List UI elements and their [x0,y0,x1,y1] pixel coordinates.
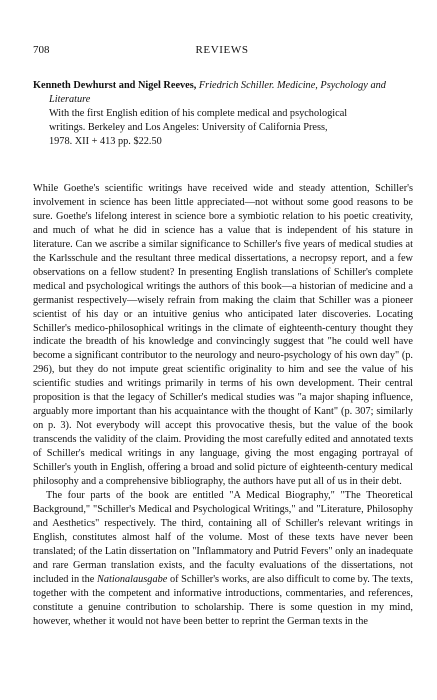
body-paragraph: While Goethe's scientific writings have received wide and steady attention, Schiller's involvement in science has been little appreciated—not without some good reasons to be sure. Goethe's lifelong interest in science bore a symbiotic relation to his poetic creativity, and much of what he did in science has a value that is independent of his stature in literature. Can we ascribe a similar significance to Schiller's five years of medical studies at the Karlsschule and the resultant three medical dissertations, a necropsy report, and a few observations on a fellow student? In presenting English translations of Schiller's complete medical and psychological writings the authors of this book—a historian of medicine and a germanist respectively—wisely refrain from making the claim that Schiller was a pioneer scientist of his day or an intuitive genius who anticipated later discoveries. Locating Schiller's medico-philosophical writings in the climate of eighteenth-century thought they indicate the breadth of his knowledge and convincingly suggest that "he could well have become a significant contributor to the neurology and neuro-psychology of his own day" (p. 296), but they do not impute great scientific originality to him and see the value of his scientific studies and writings primarily in terms of his own development. Their central proposition is that the legacy of Schiller's medical studies was "a major shaping influence, arguably more important than his acquaintance with the thought of Kant" (p. 307; similarly on p. 3). Not everybody will accept this provocative thesis, but the value of the book transcends the validity of the claim. Providing the most carefully edited and annotated texts of Schiller's medical writings in any language, giving the most engaging portrayal of Schiller's youth in English, offering a broad and solid picture of eighteenth-century medical philosophy and a comprehensive bibliography, the authors have put all of us in their debt. [33,183,413,488]
page-header [33,44,411,58]
body-paragraph [33,489,413,629]
citation-line: With the first English edition of his complete medical and psychological [49,107,348,119]
book-citation [33,79,413,149]
running-head: REVIEWS [195,44,249,56]
italic-title: Nationalausgabe [96,573,168,585]
citation-heading [33,79,413,107]
page-number: 708 [33,44,50,56]
citation-title: Friedrich Schiller. Medicine, Psychology and Literature [49,80,386,105]
citation-authors: Kenneth Dewhurst and Nigel Reeves, [33,80,197,91]
paragraph-text: of Schiller's works, are also difficult to come by. The texts, together with the competent and informative introductions, commentaries, and references, constitute a genuine contribution to scholarship. There is some question in my mind, however, whether it would not have been better to reprint the German texts in the [33,573,413,627]
citation-line: writings. Berkeley and Los Angeles: University of California Press, [49,121,328,133]
review-body [33,182,413,629]
citation-line: 1978. XII + 413 pp. $22.50 [49,135,162,147]
paragraph-text: The four parts of the book are entitled "A Medical Biography," "The Theoretical Background," "Schiller's Medical and Psychological Writings," and "Literature, Philosophy and Aesthetics" respectively. The third, containing all of Schiller's relevant writings in English, constitutes almost half of the volume. Most of these texts have never been translated; of the Latin dissertation on "Inflammatory and Putrid Fevers" only an inadequate and rare German translation exists, and the faculty evaluations of the dissertations, not included in the [33,489,413,585]
